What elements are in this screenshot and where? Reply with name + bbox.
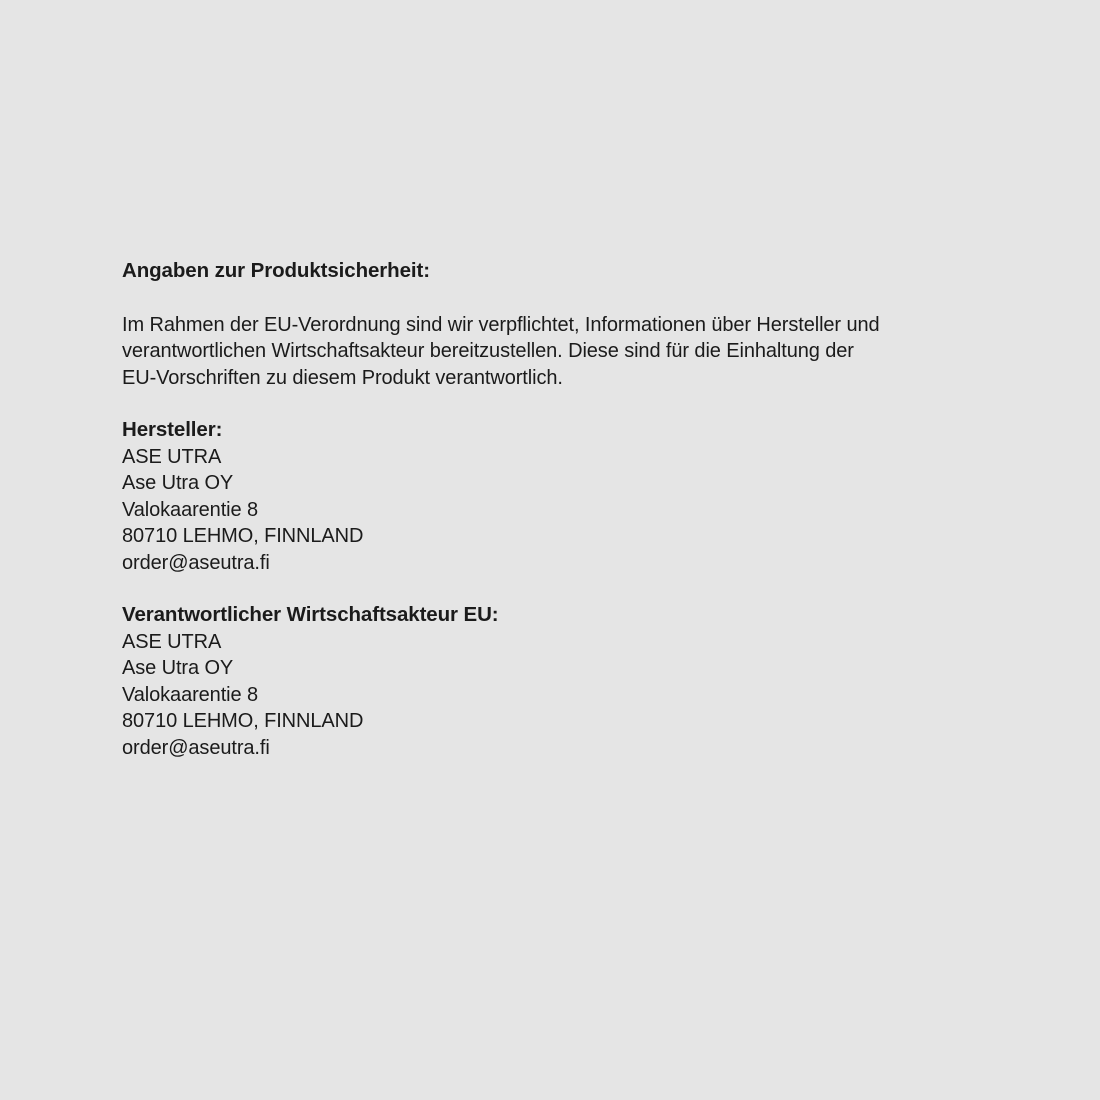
page-title: Angaben zur Produktsicherheit: (122, 259, 430, 282)
responsible-actor-company-line: Ase Utra OY (122, 657, 234, 679)
manufacturer-email-line: order@aseutra.fi (122, 551, 270, 574)
responsible-actor-brand-line: ASE UTRA (122, 630, 222, 653)
intro-line-2: verantwortlichen Wirtschaftsakteur bereitzustellen. Diese sind für die Einhaltung der (122, 340, 854, 362)
manufacturer-section (122, 417, 982, 576)
intro-line-1: Im Rahmen der EU-Verordnung sind wir verpflichtet, Informationen über Hersteller und (122, 313, 880, 336)
manufacturer-heading: Hersteller: (122, 418, 223, 441)
responsible-actor-street-line: Valokaarentie 8 (122, 683, 259, 706)
responsible-actor-section (122, 602, 982, 761)
manufacturer-street-line: Valokaarentie 8 (122, 498, 259, 521)
intro-paragraph (122, 312, 982, 392)
responsible-actor-email-line: order@aseutra.fi (122, 736, 270, 759)
manufacturer-company-line: Ase Utra OY (122, 472, 234, 494)
responsible-actor-city-line: 80710 LEHMO, FINNLAND (122, 710, 364, 732)
manufacturer-brand-line: ASE UTRA (122, 445, 222, 468)
responsible-actor-heading: Verantwortlicher Wirtschaftsakteur EU: (122, 603, 499, 626)
product-safety-content (122, 258, 982, 761)
intro-line-3: EU-Vorschriften zu diesem Produkt verantwortlich. (122, 366, 563, 389)
manufacturer-city-line: 80710 LEHMO, FINNLAND (122, 525, 364, 547)
